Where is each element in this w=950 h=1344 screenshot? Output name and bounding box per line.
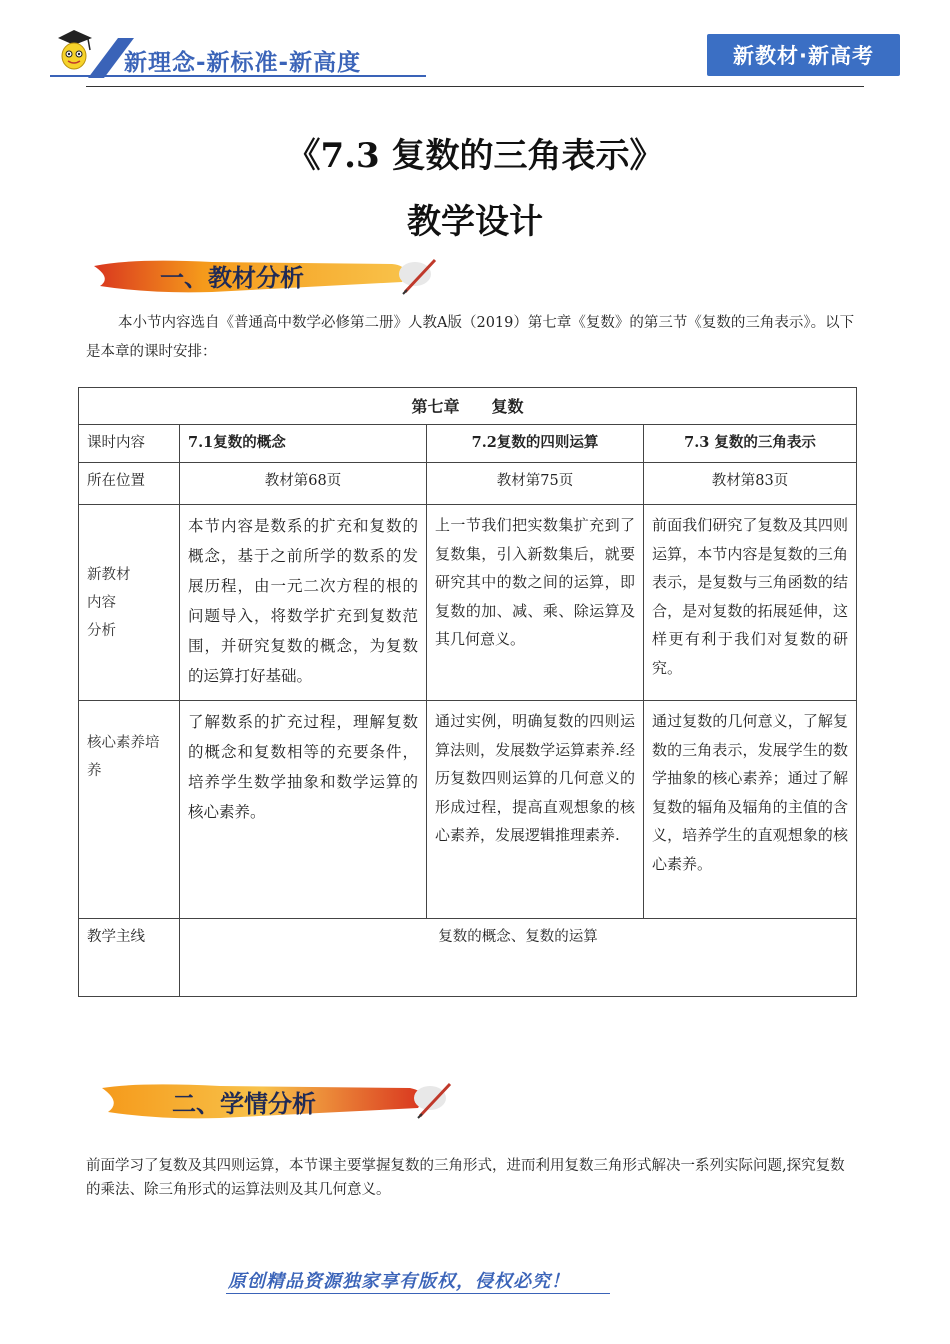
row-label-lesson: 课时内容 bbox=[87, 435, 145, 451]
row-label-mainline: 教学主线 bbox=[87, 929, 145, 945]
header-badge: 新教材·新高考 bbox=[707, 34, 900, 76]
position-cell bbox=[427, 463, 644, 505]
mainline-cell bbox=[180, 919, 857, 997]
lesson-cell bbox=[427, 425, 644, 463]
mascot-icon bbox=[52, 28, 96, 74]
analysis-text: 前面我们研究了复数及其四则运算，本节内容是复数的三角表示，是复数与三角函数的结合，是对复数的拓展延伸，这样更有利于我们对复数的研究。 bbox=[652, 516, 849, 677]
learner-analysis-paragraph bbox=[86, 1154, 858, 1202]
literacy-text: 通过实例，明确复数的四则运算法则，发展数学运算素养.经历复数四则运算的几何意义的形成过程，提高直观想象的核心素养，发展逻辑推理素养. bbox=[435, 712, 635, 844]
table-row bbox=[79, 701, 857, 919]
mainline-text: 复数的概念、复数的运算 bbox=[438, 929, 598, 945]
copyright-notice: 原创精品资源独家享有版权，侵权必究！ bbox=[228, 1271, 570, 1292]
analysis-text: 上一节我们把实数集扩充到了复数集，引入新数集后，就要研究其中的数之间的运算，即复数的加、减、乘、除运算及其几何意义。 bbox=[435, 516, 635, 648]
row-label-cell bbox=[79, 919, 180, 997]
footer-underline bbox=[226, 1293, 610, 1294]
position-text: 教材第68页 bbox=[264, 473, 342, 489]
table-row bbox=[79, 463, 857, 505]
analysis-text: 本节内容是数系的扩充和复数的概念，基于之前所学的数系的发展历程，由一元二次方程的根的问题导入，将数学扩充到复数范围，并研究复数的概念，为复数的运算打好基础。 bbox=[188, 517, 418, 685]
lesson-name: 7.1复数的概念 bbox=[188, 434, 286, 451]
lesson-cell bbox=[644, 425, 857, 463]
table-row bbox=[79, 388, 857, 425]
section-heading-2: 二、学情分析 bbox=[172, 1090, 316, 1118]
row-label-cell bbox=[79, 505, 180, 701]
literacy-text: 了解数系的扩充过程，理解复数的概念和复数相等的充要条件，培养学生数学抽象和数学运算的核心素养。 bbox=[188, 713, 418, 821]
section-banner-1 bbox=[92, 252, 442, 302]
section-banner-2 bbox=[100, 1076, 460, 1126]
table-row bbox=[79, 919, 857, 997]
page-header bbox=[0, 0, 950, 100]
chapter-title: 第七章 复数 bbox=[411, 397, 524, 416]
row-label-cell bbox=[79, 701, 180, 919]
table-row bbox=[79, 505, 857, 701]
intro-text: 本小节内容选自《普通高中数学必修第二册》人教A版（2019）第七章《复数》的第三节《复数的三角表示》。以下是本章的课时安排： bbox=[86, 315, 855, 360]
position-cell bbox=[644, 463, 857, 505]
analysis-cell bbox=[180, 505, 427, 701]
course-schedule-table bbox=[78, 387, 857, 997]
analysis-cell bbox=[427, 505, 644, 701]
intro-paragraph bbox=[86, 309, 858, 367]
position-text: 教材第83页 bbox=[711, 473, 789, 489]
literacy-cell bbox=[644, 701, 857, 919]
position-cell bbox=[180, 463, 427, 505]
header-divider bbox=[86, 86, 864, 87]
row-label-cell bbox=[79, 425, 180, 463]
lesson-cell bbox=[180, 425, 427, 463]
document-subtitle: 教学设计 bbox=[407, 202, 543, 242]
lesson-name: 7.3 复数的三角表示 bbox=[684, 434, 816, 451]
analysis-cell bbox=[644, 505, 857, 701]
brush-pen-icon bbox=[414, 1084, 450, 1118]
document-title: 《7.3 复数的三角表示》 bbox=[286, 136, 664, 176]
header-slogan: 新理念-新标准-新高度 bbox=[124, 50, 362, 76]
row-label-position: 所在位置 bbox=[87, 473, 145, 489]
learner-analysis-text: 前面学习了复数及其四则运算，本节课主要掌握复数的三角形式，进而利用复数三角形式解决一系列实际问题,探究复数的乘法、除三角形式的运算法则及其几何意义。 bbox=[86, 1158, 845, 1198]
row-label-analysis: 新教材 内容 分析 bbox=[87, 566, 131, 639]
brush-pen-icon bbox=[399, 260, 435, 294]
chapter-header-cell bbox=[79, 388, 857, 425]
literacy-text: 通过复数的几何意义，了解复数的三角表示，发展学生的数学抽象的核心素养；通过了解复数的辐角及辐角的主值的含义，培养学生的直观想象的核心素养。 bbox=[652, 712, 849, 873]
row-label-cell bbox=[79, 463, 180, 505]
position-text: 教材第75页 bbox=[496, 473, 574, 489]
table-row bbox=[79, 425, 857, 463]
section-heading-1: 一、教材分析 bbox=[160, 264, 304, 292]
literacy-cell bbox=[180, 701, 427, 919]
row-label-literacy: 核心素养培养 bbox=[87, 735, 160, 779]
lesson-name: 7.2复数的四则运算 bbox=[471, 434, 599, 451]
literacy-cell bbox=[427, 701, 644, 919]
